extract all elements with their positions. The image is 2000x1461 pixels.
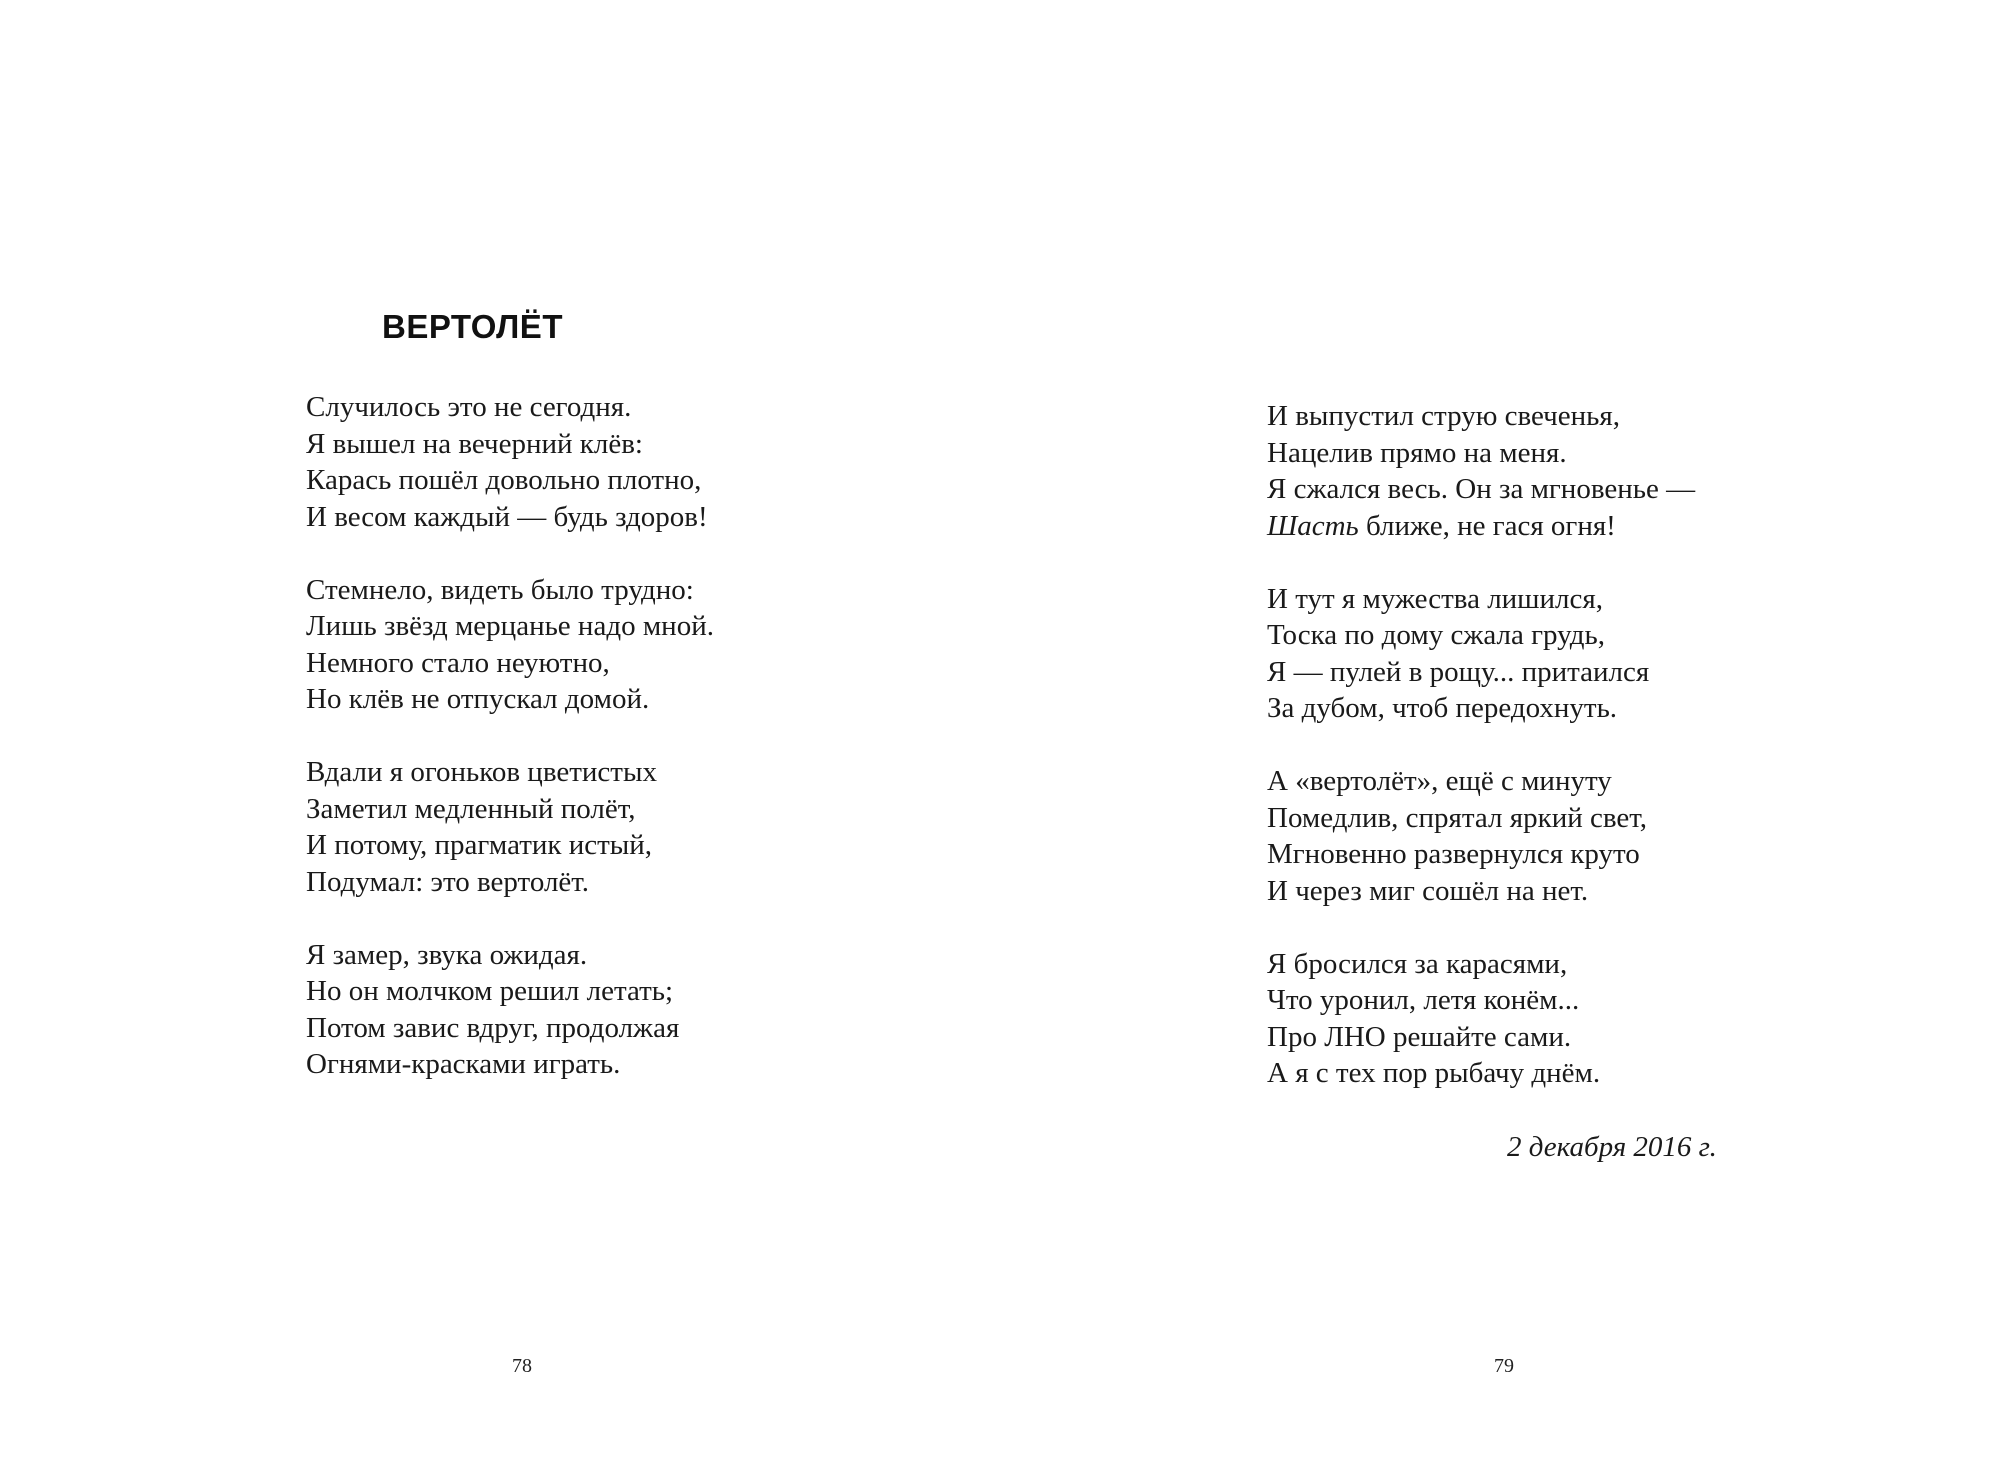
verse-line: И выпустил струю свеченья, [1267, 400, 1620, 432]
verse-line: Мгновенно развернулся круто [1267, 838, 1640, 870]
verse-line: Я — пулей в рощу... притаился [1267, 655, 1650, 688]
stanza [306, 389, 714, 535]
verse-line: Помедлив, спрятал яркий свет, [1267, 801, 1648, 834]
page-number: 79 [1494, 1355, 1514, 1377]
stanza [1267, 398, 1695, 544]
stanza [306, 937, 714, 1083]
poem-date: 2 декабря 2016 г. [1507, 1131, 1717, 1163]
left-stanzas [306, 389, 714, 1119]
verse-line: Немного стало неуютно, [306, 646, 610, 679]
verse-line: Про ЛНО решайте сами. [1267, 1020, 1572, 1053]
verse-line: Карась пошёл довольно плотно, [306, 464, 702, 496]
stanza [306, 572, 714, 718]
verse-line: А «вертолёт», ещё с минуту [1267, 765, 1612, 797]
verse-line: И тут я мужества лишился, [1267, 582, 1603, 615]
verse-line: Тоска по дому сжала грудь, [1267, 619, 1606, 651]
verse-line: Нацелив прямо на меня. [1267, 436, 1567, 469]
verse-line: И потому, прагматик истый, [306, 829, 653, 861]
stanza [1267, 581, 1695, 727]
verse-line: Огнями-красками играть. [306, 1048, 621, 1080]
verse-line: Я бросился за карасями, [1267, 947, 1568, 980]
stanza [1267, 763, 1695, 909]
stanza [306, 754, 714, 900]
verse-line: Что уронил, летя конём... [1267, 984, 1580, 1016]
verse-line: Но он молчком решил летать; [306, 975, 674, 1007]
verse-line: Случилось это не сегодня. [306, 391, 632, 423]
verse-line [1267, 508, 1695, 545]
verse-line: Лишь звёзд мерцанье надо мной. [306, 610, 714, 642]
right-page [1000, 0, 2000, 1461]
verse-line: А я с тех пор рыбачу днём. [1267, 1057, 1601, 1089]
verse-line: Потом завис вдруг, продолжая [306, 1011, 680, 1044]
italic-word: Шасть [1267, 509, 1359, 542]
verse-line-rest: ближе, не гася огня! [1358, 509, 1616, 542]
stanza [1267, 946, 1695, 1092]
verse-line: Я вышел на вечерний клёв: [306, 427, 643, 460]
verse-line: Стемнело, видеть было трудно: [306, 573, 694, 606]
verse-line: Я сжался весь. Он за мгновенье — [1267, 473, 1696, 505]
verse-line: И через миг сошёл на нет. [1267, 874, 1589, 907]
verse-line: Я замер, звука ожидая. [306, 938, 588, 971]
verse-line: И весом каждый — будь здоров! [306, 500, 708, 533]
right-stanzas [1267, 398, 1695, 1128]
poem-title: ВЕРТОЛЁТ [382, 308, 563, 345]
verse-line: За дубом, чтоб передохнуть. [1267, 692, 1618, 724]
verse-line: Вдали я огоньков цветистых [306, 756, 657, 788]
verse-line: Подумал: это вертолёт. [306, 865, 590, 898]
page-number: 78 [512, 1355, 532, 1377]
verse-line: Но клёв не отпускал домой. [306, 683, 650, 715]
verse-line: Заметил медленный полёт, [306, 792, 636, 825]
